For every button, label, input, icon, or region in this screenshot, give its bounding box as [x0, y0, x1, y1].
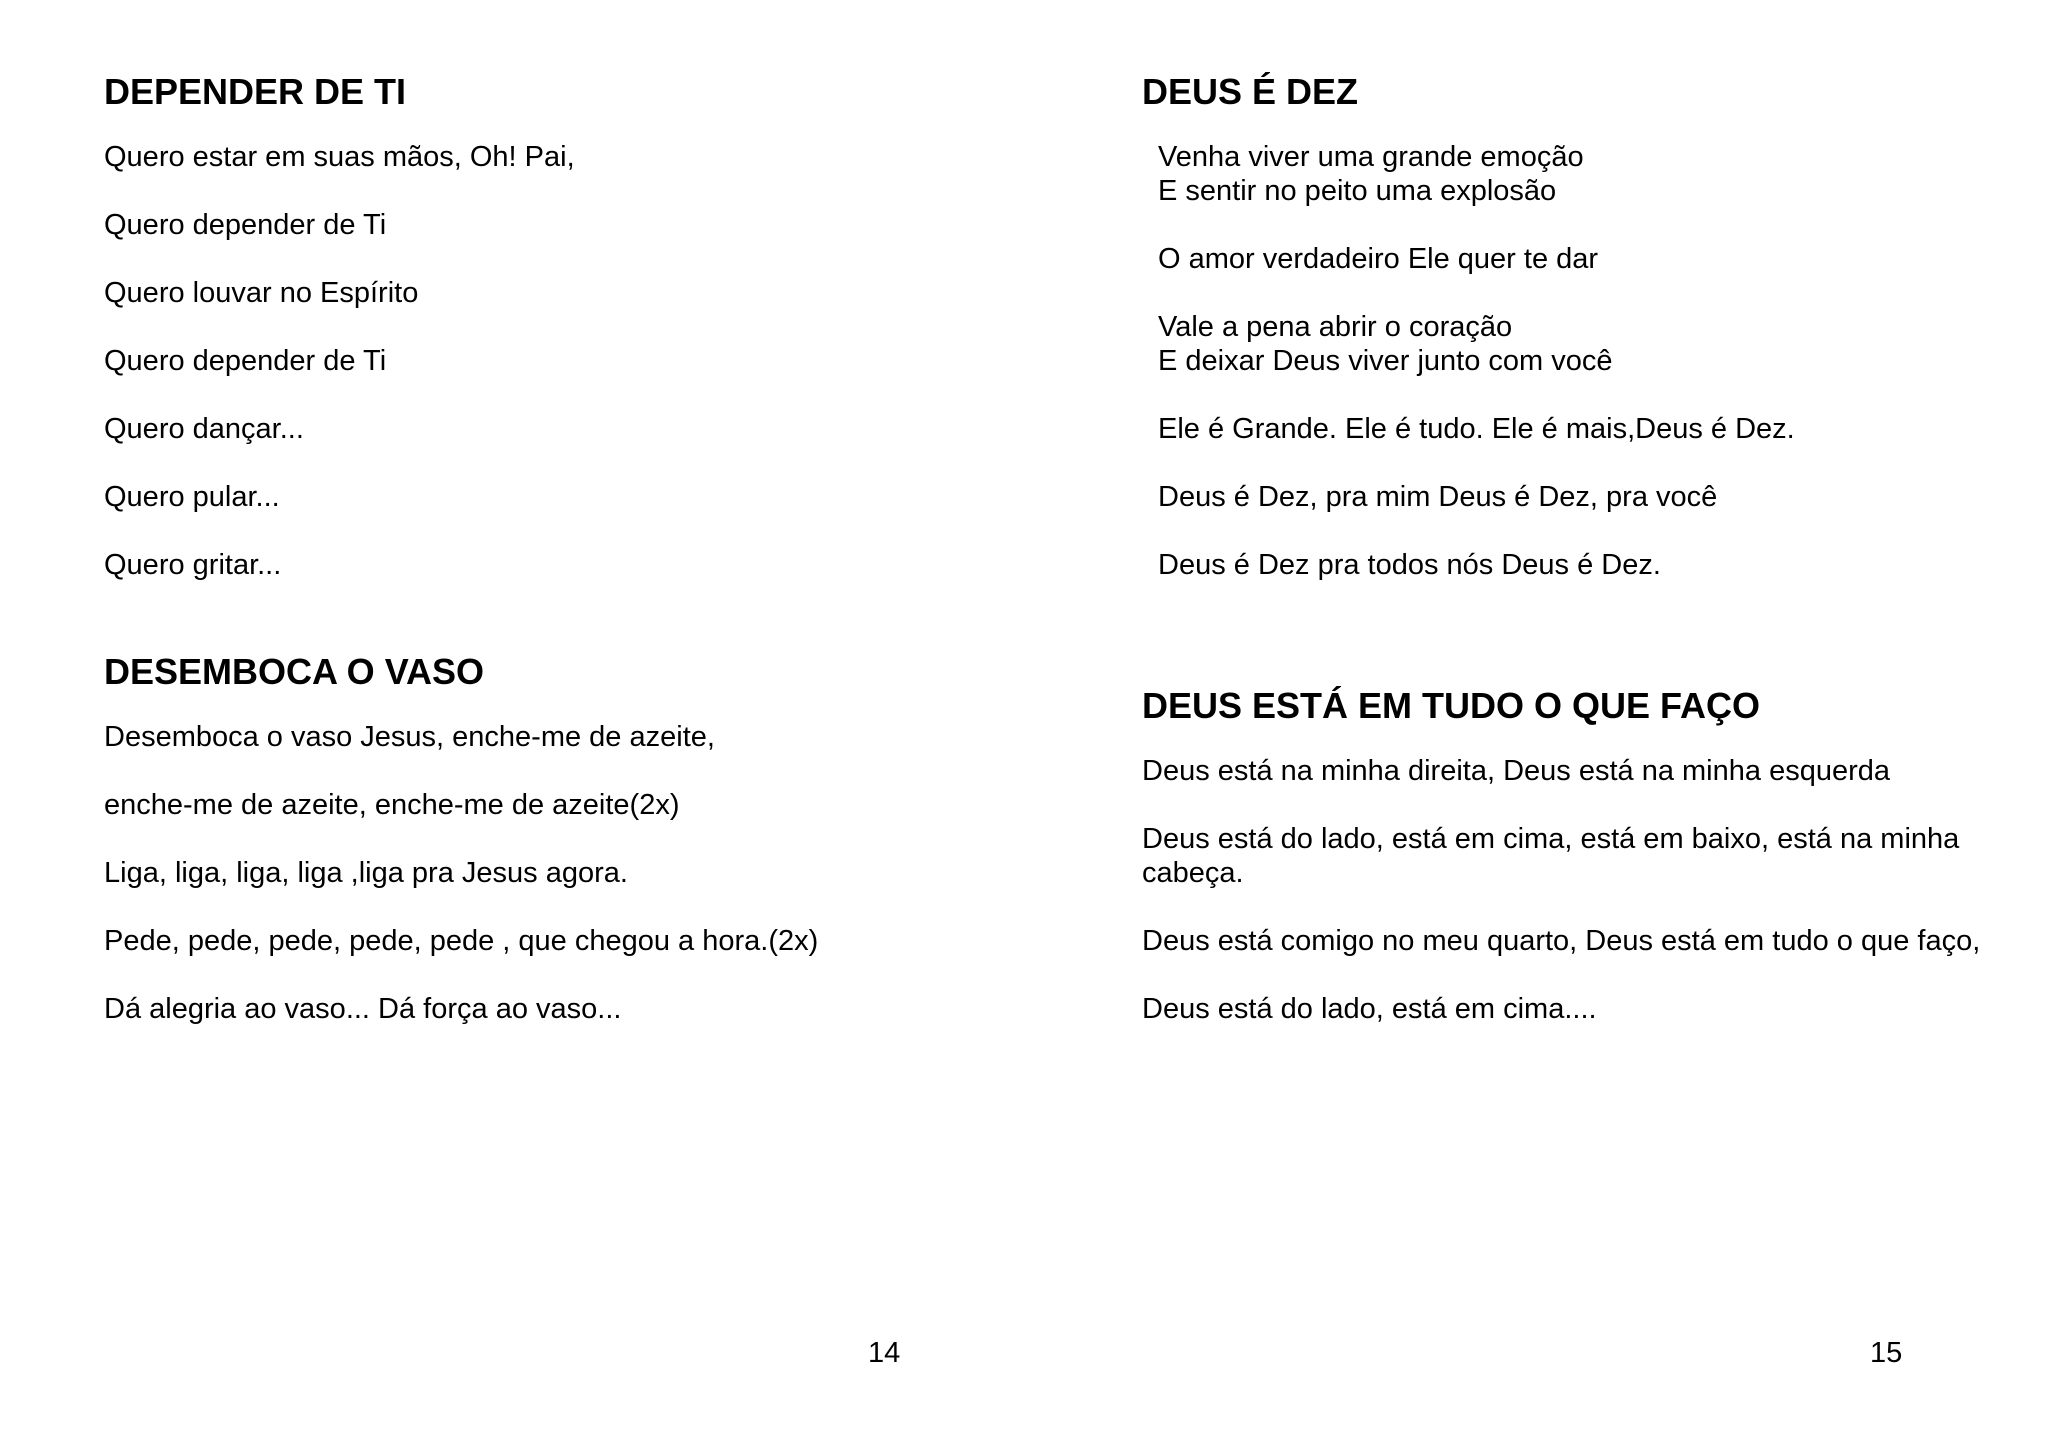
page-number: 14 [868, 1337, 901, 1369]
song-lyrics [1142, 754, 2012, 1026]
lyric-line: Deus está na minha direita, Deus está na minha esquerda [1142, 755, 1890, 787]
lyric-line: Deus é Dez pra todos nós Deus é Dez. [1158, 549, 1661, 581]
lyric-line: E sentir no peito uma explosão [1158, 175, 1557, 207]
lyric-line: O amor verdadeiro Ele quer te dar [1158, 243, 1599, 275]
lyric-line: Desemboca o vaso Jesus, enche-me de azeite, [104, 721, 715, 753]
song-depender-de-ti [104, 72, 575, 616]
lyric-line: Deus é Dez, pra mim Deus é Dez, pra você [1158, 481, 1718, 513]
lyric-line: Deus está do lado, está em cima.... [1142, 993, 1597, 1025]
lyric-line: Quero depender de Ti [104, 345, 387, 377]
lyric-line: Quero pular... [104, 481, 280, 513]
song-lyrics [1142, 140, 1795, 582]
right-page [1024, 0, 2048, 1447]
song-title: DEUS ESTÁ EM TUDO O QUE FAÇO [1142, 685, 1761, 726]
lyric-line: Venha viver uma grande emoção [1158, 141, 1584, 173]
song-title: DEPENDER DE TI [104, 71, 407, 112]
lyric-line: Dá alegria ao vaso... Dá força ao vaso... [104, 993, 622, 1025]
page-number: 15 [1870, 1337, 1903, 1369]
lyric-line: Pede, pede, pede, pede, pede , que chegou a hora.(2x) [104, 925, 819, 957]
lyric-line: Quero louvar no Espírito [104, 277, 419, 309]
song-deus-e-dez [1142, 72, 1795, 616]
lyric-line: Quero depender de Ti [104, 209, 387, 241]
song-lyrics [104, 140, 575, 582]
lyric-line: Quero gritar... [104, 549, 282, 581]
song-desemboca-o-vaso [104, 652, 818, 1060]
lyric-line: E deixar Deus viver junto com você [1158, 345, 1613, 377]
lyric-line: Quero estar em suas mãos, Oh! Pai, [104, 141, 575, 173]
song-title: DEUS É DEZ [1142, 71, 1359, 112]
song-lyrics [104, 720, 818, 1026]
song-deus-esta-em-tudo-o-que-faco [1142, 686, 2012, 1060]
lyric-line: Liga, liga, liga, liga ,liga pra Jesus agora. [104, 857, 628, 889]
lyric-line: Deus está comigo no meu quarto, Deus está em tudo o que faço, [1142, 925, 1981, 957]
lyric-line: Deus está do lado, está em cima, está em baixo, está na minha cabeça. [1142, 823, 1960, 889]
lyric-line: Quero dançar... [104, 413, 304, 445]
lyric-line: enche-me de azeite, enche-me de azeite(2x) [104, 789, 680, 821]
song-title: DESEMBOCA O VASO [104, 651, 485, 692]
lyric-line: Ele é Grande. Ele é tudo. Ele é mais,Deus é Dez. [1158, 413, 1795, 445]
lyric-line: Vale a pena abrir o coração [1158, 311, 1513, 343]
